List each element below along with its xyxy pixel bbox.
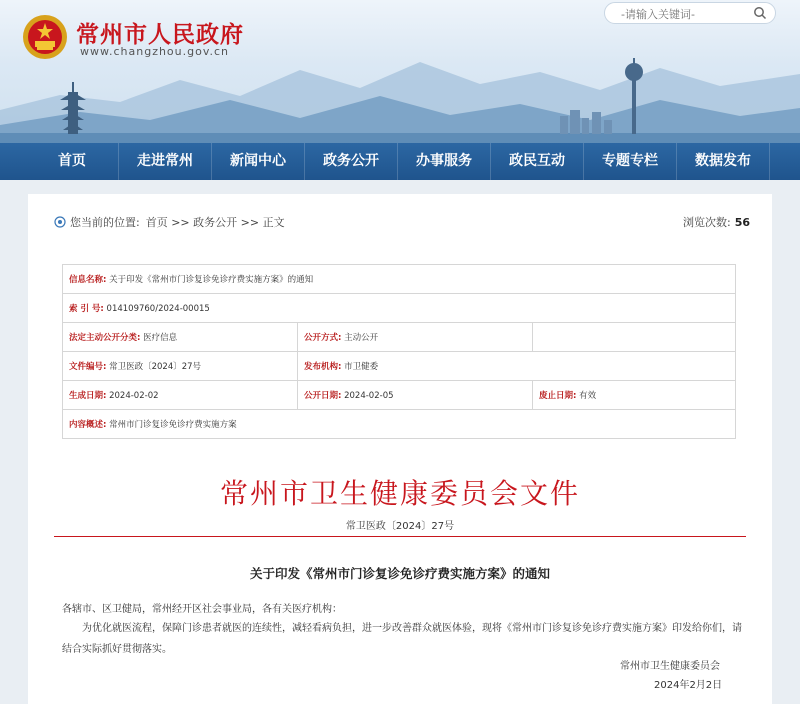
document-head: 常州市卫生健康委员会文件 bbox=[219, 477, 580, 510]
info-summary-cell bbox=[63, 410, 736, 439]
national-emblem-icon bbox=[22, 14, 68, 60]
info-doc-no-label: 文件编号: bbox=[69, 362, 107, 372]
info-status-cell bbox=[533, 381, 736, 410]
document-body: 为优化就医流程，保障门诊患者就医的连续性，减轻看病负担，进一步改善群众就医体验，现将《常州市门诊复诊免诊疗费实施方案》印发给你们，请结合实际抓好贯彻落实。 bbox=[62, 623, 742, 655]
info-summary-label: 内容概述: bbox=[69, 420, 107, 430]
info-index-cell bbox=[63, 294, 736, 323]
info-agency-cell bbox=[298, 352, 736, 381]
info-name-value: 关于印发《常州市门诊复诊免诊疗费实施方案》的通知 bbox=[109, 275, 314, 285]
nav-about-changzhou[interactable]: 走进常州 bbox=[119, 143, 212, 180]
site-header bbox=[0, 0, 800, 143]
nav-home[interactable]: 首页 bbox=[26, 143, 119, 180]
nav-interaction[interactable]: 政民互动 bbox=[491, 143, 584, 180]
site-url: www.changzhou.gov.cn bbox=[80, 45, 230, 58]
info-doc-no-cell bbox=[63, 352, 298, 381]
view-count-label: 浏览次数: bbox=[682, 216, 731, 229]
info-category-value: 医疗信息 bbox=[143, 333, 178, 343]
document-date: 2024年2月2日 bbox=[654, 680, 723, 691]
info-public-date-cell bbox=[298, 381, 533, 410]
info-created-cell bbox=[63, 381, 298, 410]
info-open-mode-label: 公开方式: bbox=[304, 333, 342, 343]
breadcrumb-prefix: 您当前的位置: bbox=[70, 216, 140, 229]
site-title[interactable]: 常州市人民政府 bbox=[76, 21, 244, 48]
info-index-value: 014109760/2024-00015 bbox=[106, 304, 210, 314]
view-count-value: 56 bbox=[734, 216, 750, 229]
info-open-mode-value: 主动公开 bbox=[344, 333, 379, 343]
document-signer: 常州市卫生健康委员会 bbox=[620, 661, 720, 672]
table-row bbox=[63, 381, 736, 410]
table-row bbox=[63, 352, 736, 381]
main-nav bbox=[0, 143, 800, 180]
nav-data[interactable]: 数据发布 bbox=[677, 143, 770, 180]
nav-government-affairs[interactable]: 政务公开 bbox=[305, 143, 398, 180]
nav-services[interactable]: 办事服务 bbox=[398, 143, 491, 180]
nav-topics[interactable]: 专题专栏 bbox=[584, 143, 677, 180]
info-summary-value: 常州市门诊复诊免诊疗费实施方案 bbox=[109, 420, 237, 430]
table-row bbox=[63, 410, 736, 439]
info-category-label: 法定主动公开分类: bbox=[69, 333, 141, 343]
info-public-date-label: 公开日期: bbox=[304, 391, 342, 401]
breadcrumb bbox=[54, 214, 285, 230]
info-doc-no-value: 常卫医政〔2024〕27号 bbox=[109, 362, 202, 372]
table-row bbox=[63, 265, 736, 294]
search-input[interactable] bbox=[619, 5, 743, 23]
content-panel bbox=[28, 194, 772, 704]
info-name-cell bbox=[63, 265, 736, 294]
info-table bbox=[62, 264, 736, 439]
document-number: 常卫医政〔2024〕27号 bbox=[345, 521, 455, 532]
info-status-label: 废止日期: bbox=[539, 391, 577, 401]
info-index-label: 索 引 号: bbox=[69, 304, 104, 314]
info-status-value: 有效 bbox=[579, 391, 597, 401]
info-open-mode-cell bbox=[298, 323, 533, 352]
info-agency-label: 发布机构: bbox=[304, 362, 342, 372]
info-public-date-value: 2024-02-05 bbox=[344, 391, 394, 401]
table-row bbox=[63, 323, 736, 352]
breadcrumb-path[interactable]: 首页 >> 政务公开 >> 正文 bbox=[145, 216, 285, 229]
info-category-cell bbox=[63, 323, 298, 352]
info-name-label: 信息名称: bbox=[69, 275, 107, 285]
info-agency-value: 市卫健委 bbox=[344, 362, 379, 372]
info-created-value: 2024-02-02 bbox=[109, 391, 159, 401]
document-recipients: 各辖市、区卫健局，常州经开区社会事业局，各有关医疗机构： bbox=[62, 604, 342, 615]
location-icon bbox=[54, 216, 66, 228]
info-created-label: 生成日期: bbox=[69, 391, 107, 401]
red-divider bbox=[54, 536, 746, 537]
info-empty-cell bbox=[533, 323, 736, 352]
document-title: 关于印发《常州市门诊复诊免诊疗费实施方案》的通知 bbox=[249, 566, 550, 581]
nav-news[interactable]: 新闻中心 bbox=[212, 143, 305, 180]
search-icon[interactable] bbox=[753, 6, 767, 20]
table-row bbox=[63, 294, 736, 323]
view-count bbox=[683, 214, 750, 230]
search-box bbox=[604, 2, 776, 24]
